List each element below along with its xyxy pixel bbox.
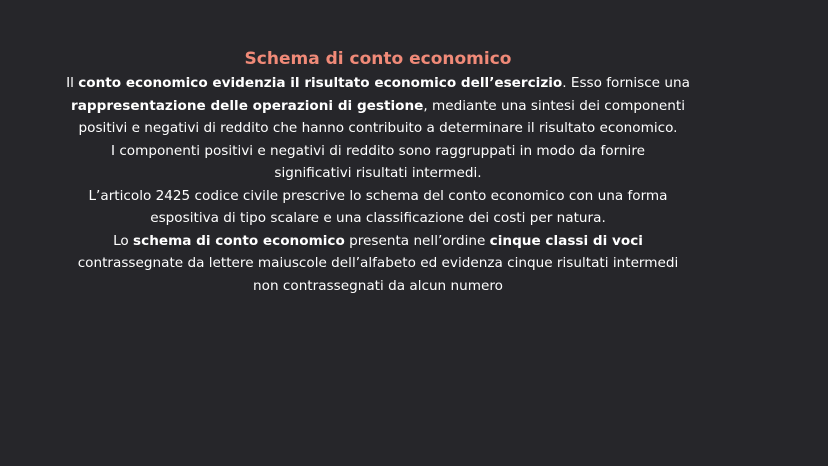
body-line: positivi e negativi di reddito che hanno contribuito a determinare il risultato economico. (78, 120, 678, 136)
bold-text-run: rappresentazione delle operazioni di gestione (70, 97, 424, 114)
text-run: presenta nell’ordine (344, 232, 490, 249)
body-line (40, 230, 716, 253)
body-line: espositiva di tipo scalare e una classificazione dei costi per natura. (150, 210, 606, 226)
bold-text-run: conto economico evidenzia il risultato economico dell’esercizio (78, 75, 563, 91)
text-run: Il (66, 75, 79, 91)
text-run: . Esso fornisce una (562, 75, 690, 91)
bold-text-run: schema di conto economico (133, 232, 345, 249)
slide-title: Schema di conto economico (244, 49, 512, 69)
text-run: , mediante una sintesi dei componenti (423, 97, 685, 114)
text-run: Lo (113, 232, 134, 249)
slide-body (40, 72, 716, 297)
bold-text-run: cinque classi di voci (489, 232, 643, 249)
body-line: contrassegnate da lettere maiuscole dell’alfabeto ed evidenza cinque risultati intermedi (77, 255, 679, 271)
body-line: non contrassegnati da alcun numero (253, 277, 503, 294)
body-line: L’articolo 2425 codice civile prescrive lo schema del conto economico con una forma (88, 187, 668, 204)
body-line (40, 72, 716, 95)
body-line (40, 95, 716, 118)
body-line: I componenti positivi e negativi di reddito sono raggruppati in modo da fornire (110, 142, 645, 159)
body-line: significativi risultati intermedi. (274, 165, 482, 181)
